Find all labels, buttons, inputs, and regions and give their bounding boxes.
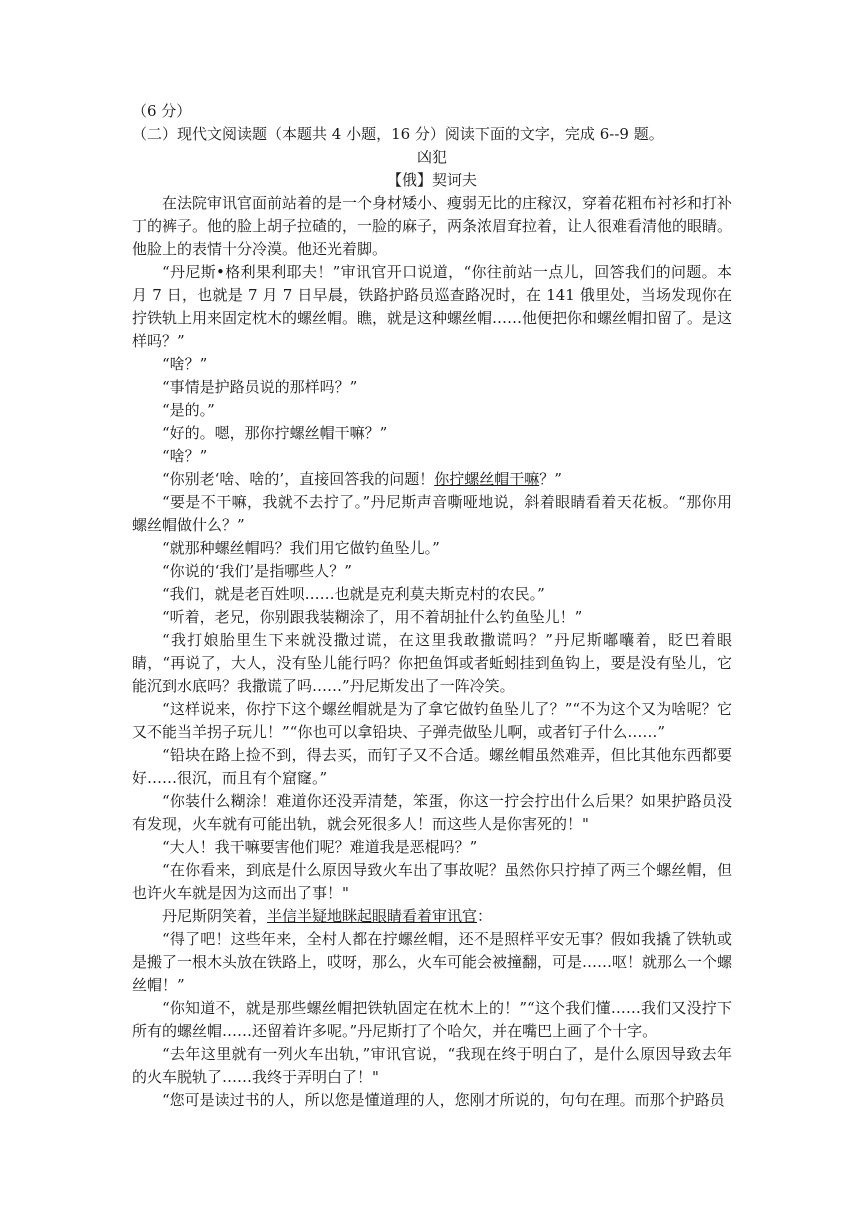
document-content	[132, 100, 732, 1112]
paragraph: “丹尼斯•格利果利耶夫！”审讯官开口说道，“你往前站一点儿，回答我们的问题。本月 7 日，也就是 7 月 7 日早晨，铁路护路员巡查路况时，在 141 俄里处，当场发现你在拧铁轨上用来固定枕木的螺丝帽。瞧，就是这种螺丝帽……他便把你和螺丝帽扣留了。是这样吗？”	[132, 263, 733, 350]
paragraph: “就那种螺丝帽吗？我们用它做钓鱼坠儿。”	[162, 539, 440, 557]
article-author: 【俄】契诃夫	[386, 171, 477, 189]
paragraph: “是的。”	[162, 401, 215, 419]
paragraph: “你说的‘我们’是指哪些人？”	[162, 562, 352, 580]
paragraph: “要是不干嘛，我就不去拧了。”丹尼斯声音嘶哑地说，斜着眼睛看着天花板。“那你用螺丝帽做什么？”	[132, 493, 732, 534]
paragraph: “在你看来，到底是什么原因导致火车出了事故呢？虽然你只拧掉了两三个螺丝帽，但也许火车就是因为这而出了事！"	[132, 861, 732, 902]
section-heading: （二）现代文阅读题（本题共 4 小题，16 分）阅读下面的文字，完成 6--9 题。	[132, 125, 664, 143]
paragraph: “去年这里就有一列火车出轨，”审讯官说，“我现在终于明白了，是什么原因导致去年的火车脱轨了……我终于弄明白了！"	[132, 1045, 732, 1086]
paragraph: “这样说来，你拧下这个螺丝帽就是为了拿它做钓鱼坠儿了？”“不为这个又为啥呢？它又不能当羊拐子玩儿！”“你也可以拿铅块、子弹壳做坠儿啊，或者钉子什么……”	[132, 700, 732, 741]
paragraph: “好的。嗯，那你拧螺丝帽干嘛？”	[162, 424, 388, 442]
paragraph: “您可是读过书的人，所以您是懂道理的人，您刚才所说的，句句在理。而那个护路员	[162, 1091, 725, 1109]
paragraph: “啥？”	[162, 447, 208, 465]
paragraph: “事情是护路员说的那样吗？”	[162, 378, 358, 396]
paragraph: “你知道不，就是那些螺丝帽把铁轨固定在枕木上的！”“这个我们懂……我们又没拧下所有的螺丝帽……还留着许多呢。”丹尼斯打了个哈欠，并在嘴巴上画了个十字。	[132, 999, 732, 1040]
paragraph: “听着，老兄，你别跟我装糊涂了，用不着胡扯什么钓鱼坠儿！”	[162, 608, 583, 626]
paragraph: “得了吧！这些年来，全村人都在拧螺丝帽，还不是照样平安无事？假如我撬了铁轨或是搬了一根木头放在铁路上，哎呀，那么，火车可能会被撞翻，可是……呕！就那么一个螺丝帽！”	[132, 930, 733, 994]
paragraph-text: 丹尼斯阴笑着，	[162, 907, 268, 925]
paragraph: “我们，就是老百姓呗……也就是克利莫夫斯克村的农民。”	[162, 585, 545, 603]
paragraph-text: “你别老‘啥、啥的’，直接回答我的问题！	[162, 470, 435, 488]
article-title: 凶犯	[416, 148, 447, 166]
paragraph-text: ？”	[539, 470, 562, 488]
paragraph: “大人！我干嘛要害他们呢？难道我是恶棍吗？”	[162, 838, 478, 856]
paragraph: “我打娘胎里生下来就没撒过谎，在这里我敢撒谎吗？”丹尼斯嘟囔着，眨巴着眼睛，“再说了，大人，没有坠儿能行吗？你把鱼饵或者蚯蚓挂到鱼钩上，要是没有坠儿，它能沉到水底吗？我撒谎了吗……”丹尼斯发出了一阵冷笑。	[132, 631, 732, 695]
paragraph	[132, 468, 732, 491]
paragraph	[132, 905, 732, 928]
underlined-phrase: 半信半疑地眯起眼睛看着审讯官	[267, 907, 478, 925]
paragraph: “啥？”	[162, 355, 208, 373]
paragraph-text: ：	[477, 907, 493, 925]
underlined-phrase: 你拧螺丝帽干嘛	[434, 470, 540, 488]
paragraph: “铅块在路上捡不到，得去买，而钉子又不合适。螺丝帽虽然难弄，但比其他东西都要好……很沉，而且有个窟窿。”	[132, 746, 732, 787]
paragraph: “你装什么糊涂！难道你还没弄清楚，笨蛋，你这一拧会拧出什么后果？如果护路员没有发现，火车就有可能出轨，就会死很多人！而这些人是你害死的！"	[132, 792, 732, 833]
score-note: （6 分）	[132, 102, 192, 120]
paragraph: 在法院审讯官面前站着的是一个身材矮小、瘦弱无比的庄稼汉，穿着花粗布衬衫和打补丁的裤子。他的脸上胡子拉碴的，一脸的麻子，两条浓眉耷拉着，让人很难看清他的眼睛。他脸上的表情十分冷漠。他还光着脚。	[132, 194, 733, 258]
